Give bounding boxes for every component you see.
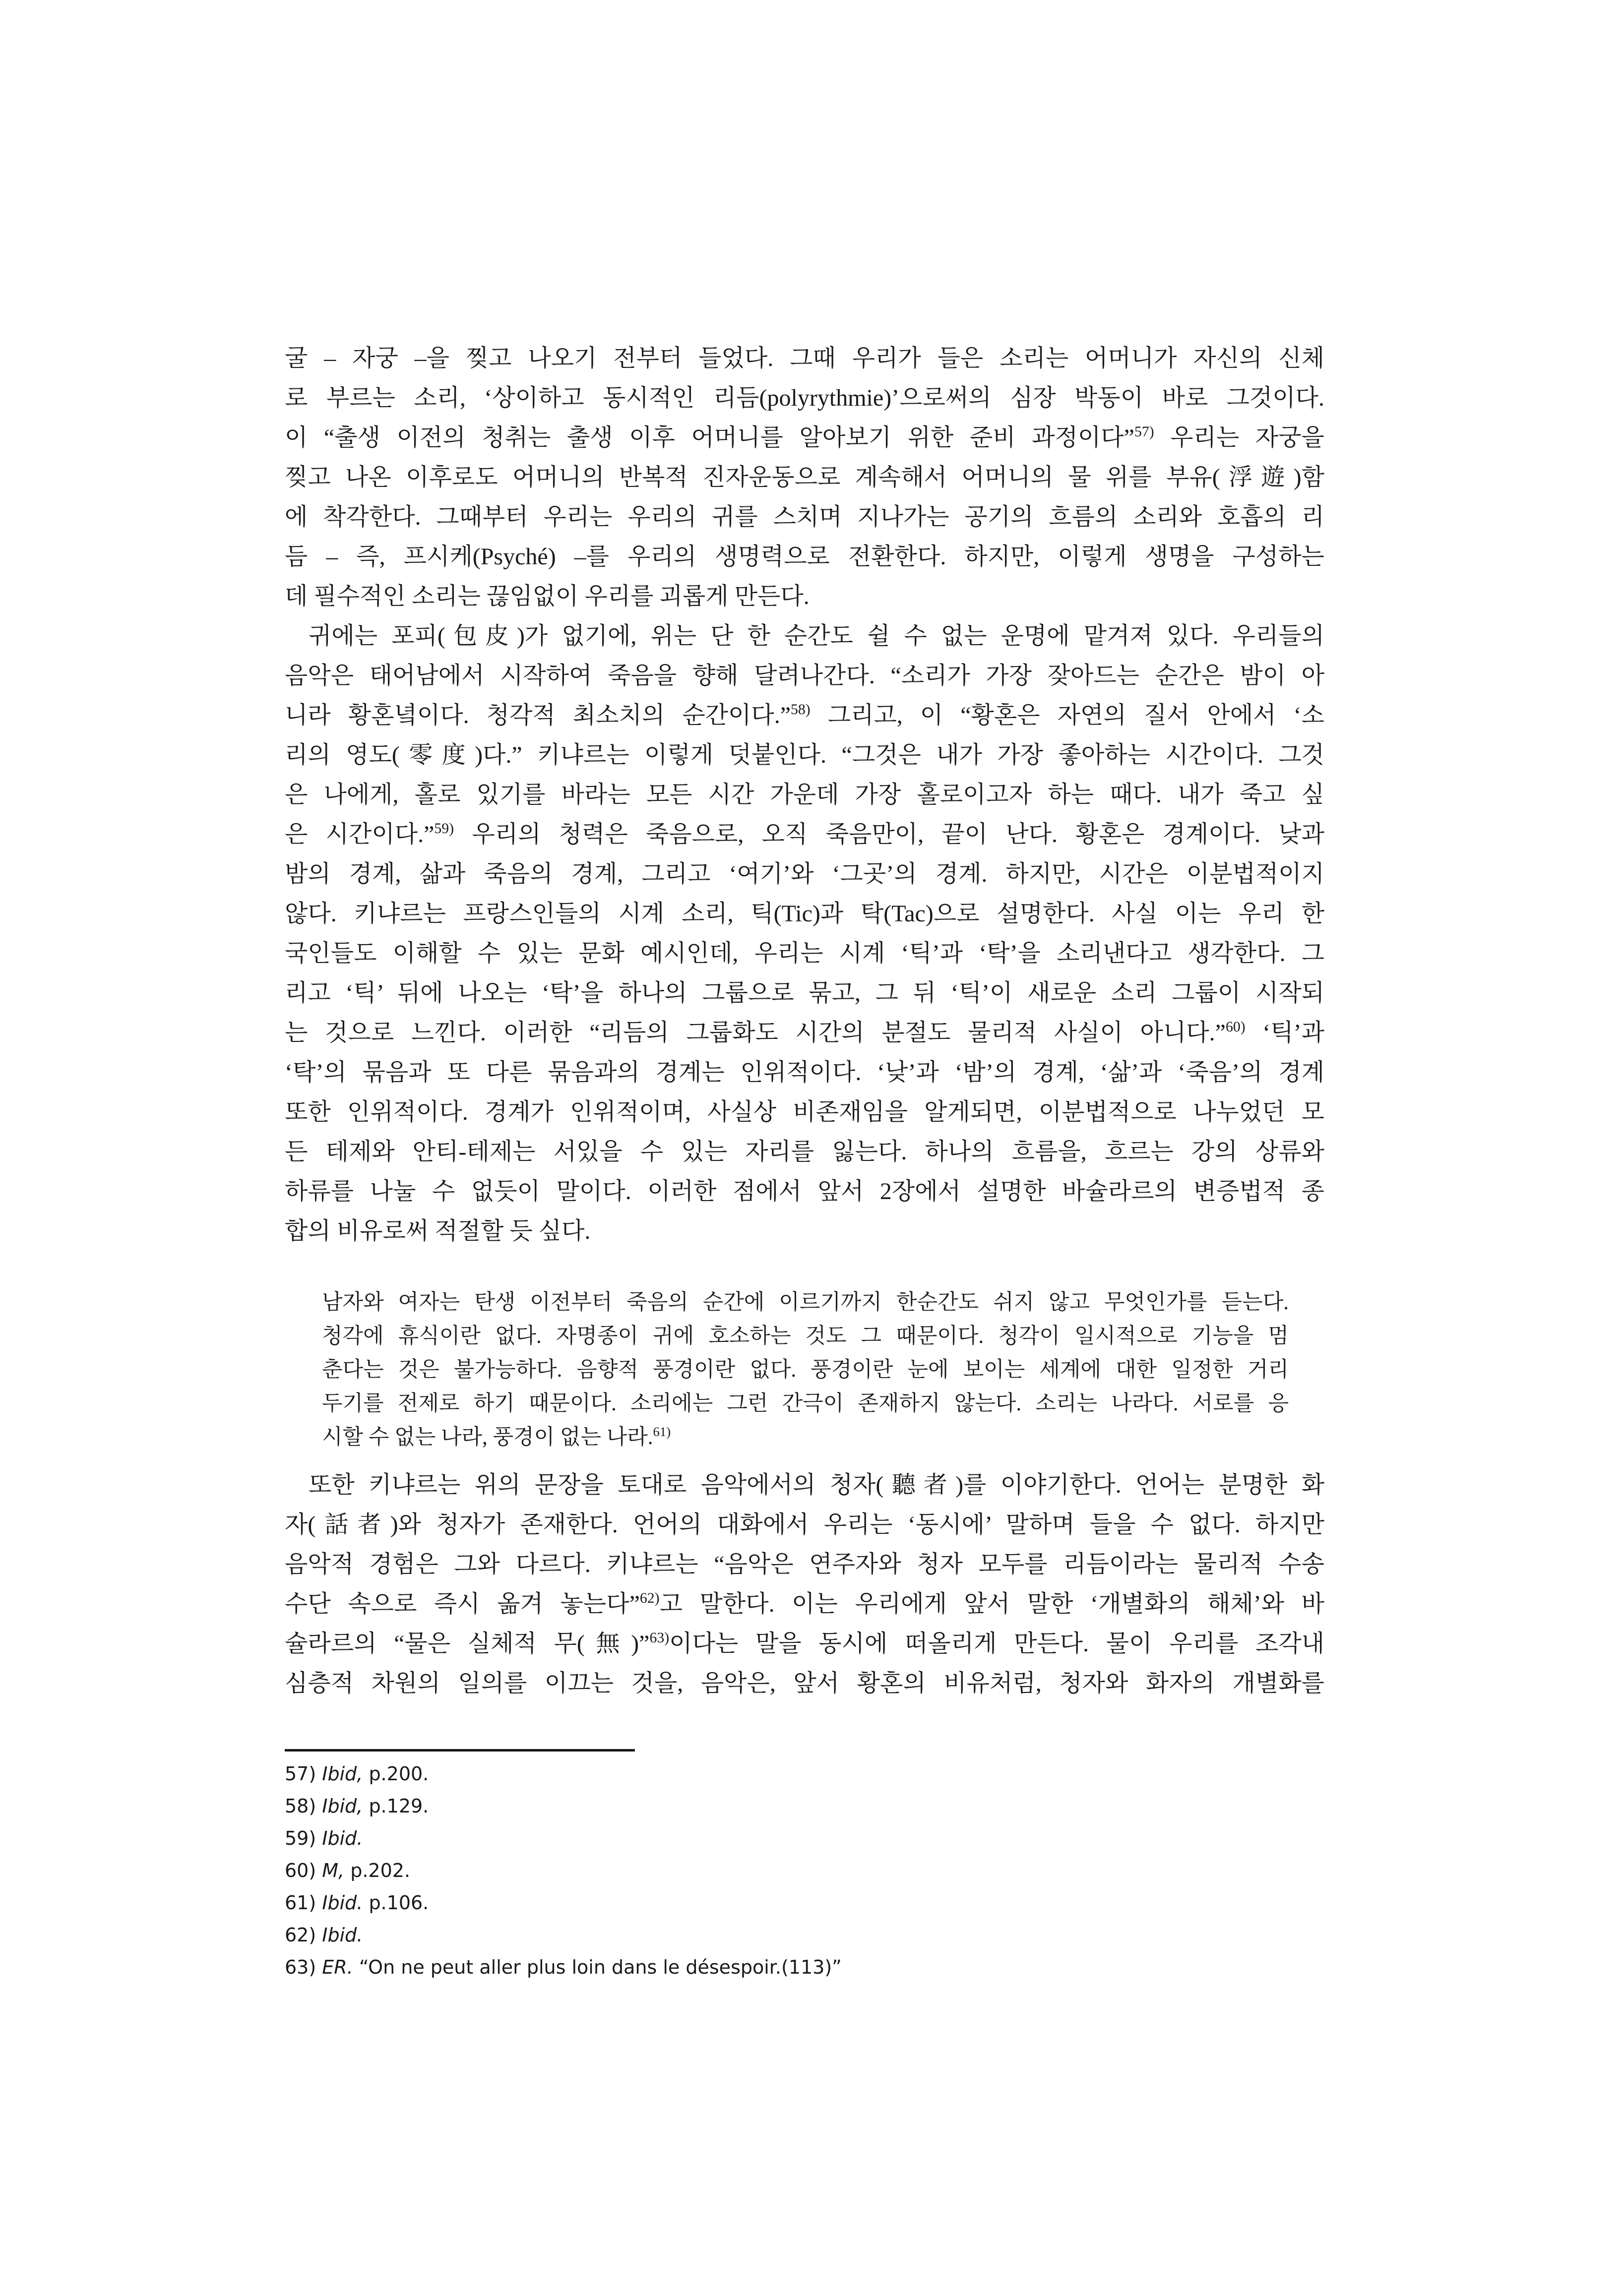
body-line xyxy=(285,1211,1324,1251)
body-line xyxy=(285,934,1324,973)
text-run: 든 테제와 안티-테제는 서있을 수 있는 자리를 잃는다. 하나의 흐름을, 흐르는 강의 상류와 xyxy=(285,1139,1324,1165)
text-run: 춘다는 것은 불가능하다. 음향적 풍경이란 없다. 풍경이란 눈에 보이는 세계에 대한 일정한 거리 xyxy=(322,1358,1289,1382)
body-line xyxy=(285,656,1324,696)
footnote-list xyxy=(285,1758,1324,1984)
quote-line xyxy=(322,1286,1289,1320)
footnote-ref: 58) xyxy=(791,701,811,718)
footnote-ref: 61) xyxy=(653,1424,671,1440)
body-line xyxy=(285,1132,1324,1172)
body-line xyxy=(285,735,1324,775)
body-line xyxy=(285,1465,1324,1505)
text-run: 하류를 나눌 수 없듯이 말이다. 이러한 점에서 앞서 2장에서 설명한 바슐라르의 변증법적 종 xyxy=(285,1178,1324,1205)
footnote-item xyxy=(285,1855,1324,1887)
quote-line xyxy=(322,1387,1289,1421)
body-line xyxy=(285,815,1324,854)
text-run: 음악은 태어남에서 시작하여 죽음을 향해 달려나간다. “소리가 가장 잦아드는 순간은 밤이 아 xyxy=(285,663,1324,689)
body-line xyxy=(285,1013,1324,1053)
text-run: 그리고, 이 “황혼은 자연의 질서 안에서 ‘소 xyxy=(810,702,1324,728)
body-line xyxy=(285,1584,1324,1624)
text-run: 에 착각한다. 그때부터 우리는 우리의 귀를 스치며 지나가는 공기의 흐름의 소리와 호흡의 리 xyxy=(285,504,1324,530)
text-run: 은 시간이다.” xyxy=(285,821,435,847)
footnote-item xyxy=(285,1919,1324,1951)
footnote-ref: 59) xyxy=(434,820,454,837)
text-run: 남자와 여자는 탄생 이전부터 죽음의 순간에 이르기까지 한순간도 쉬지 않고 무엇인가를 듣는다. xyxy=(322,1291,1289,1314)
text-run: 60) xyxy=(285,1860,322,1881)
text-run: 음악적 경험은 그와 다르다. 키냐르는 “음악은 연주자와 청자 모두를 리듬이라는 물리적 수송 xyxy=(285,1551,1324,1577)
footnote-ref: 62) xyxy=(639,1590,660,1607)
text-run: 63) xyxy=(285,1956,322,1978)
text-run: 니라 황혼녘이다. 청각적 최소치의 순간이다.” xyxy=(285,702,791,728)
text-run: 심층적 차원의 일의를 이끄는 것을, 음악은, 앞서 황혼의 비유처럼, 청자와 화자의 개별화를 xyxy=(285,1670,1324,1696)
text-run: 찢고 나온 이후로도 어머니의 반복적 진자운동으로 계속해서 어머니의 물 위를 부유(浮遊)함 xyxy=(285,464,1324,490)
body-line xyxy=(285,1545,1324,1584)
text-run: p.200. xyxy=(363,1763,429,1785)
body-line xyxy=(285,458,1324,497)
text-run: 62) xyxy=(285,1924,322,1946)
text-run: ‘틱’과 xyxy=(1245,1020,1324,1046)
text-run: 청각에 휴식이란 없다. 자명종이 귀에 호소하는 것도 그 때문이다. 청각이 일시적으로 기능을 멈 xyxy=(322,1325,1289,1348)
paragraph-2 xyxy=(285,616,1324,1251)
body-line xyxy=(285,775,1324,815)
text-run: p.202. xyxy=(344,1860,411,1881)
footnote-separator xyxy=(285,1749,635,1752)
italic-text: M, xyxy=(322,1860,345,1881)
body-line xyxy=(285,577,1324,616)
text-run: 굴 – 자궁 –을 찢고 나오기 전부터 들었다. 그때 우리가 들은 소리는 어머니가 자신의 신체 xyxy=(285,345,1324,371)
text-run: 않다. 키냐르는 프랑스인들의 시계 소리, 틱(Tic)과 탁(Tac)으로 설명한다. 사실 이는 우리 한 xyxy=(285,901,1324,927)
text-run: 슐라르의 “물은 실체적 무(無)” xyxy=(285,1631,650,1657)
footnote-ref: 63) xyxy=(649,1630,670,1646)
text-run: “On ne peut aller plus loin dans le désespoir.(113)” xyxy=(353,1956,842,1978)
body-line xyxy=(285,894,1324,934)
text-run: 데 필수적인 소리는 끊임없이 우리를 괴롭게 만든다. xyxy=(285,583,810,609)
footnote-item xyxy=(285,1790,1324,1822)
body-line xyxy=(285,1092,1324,1132)
body-line xyxy=(285,537,1324,577)
footnote-item xyxy=(285,1887,1324,1919)
text-run: 57) xyxy=(285,1763,322,1785)
italic-text: Ibid, xyxy=(322,1763,363,1785)
text-run: 수단 속으로 즉시 옮겨 놓는다” xyxy=(285,1591,640,1617)
footnote-ref: 57) xyxy=(1134,423,1154,440)
body-line xyxy=(285,1172,1324,1211)
body-line xyxy=(285,1664,1324,1703)
body-line xyxy=(285,378,1324,418)
italic-text: ER. xyxy=(322,1956,353,1978)
text-run: 이다는 말을 동시에 떠올리게 만든다. 물이 우리를 조각내 xyxy=(669,1631,1325,1657)
quote-line xyxy=(322,1353,1289,1387)
text-run: 이 “출생 이전의 청취는 출생 이후 어머니를 알아보기 위한 준비 과정이다” xyxy=(285,424,1134,451)
body-line xyxy=(285,418,1324,458)
italic-text: Ibid. xyxy=(322,1924,363,1946)
text-run: 시할 수 없는 나라, 풍경이 없는 나라. xyxy=(322,1426,653,1449)
body-line xyxy=(285,854,1324,894)
text-run: 58) xyxy=(285,1795,322,1817)
text-run: 우리의 청력은 죽음으로, 오직 죽음만이, 끝이 난다. 황혼은 경계이다. 낮과 xyxy=(454,821,1324,847)
body-line xyxy=(285,973,1324,1013)
quote-line xyxy=(322,1421,1289,1454)
body-line xyxy=(285,1624,1324,1664)
text-run: 자(話者)와 청자가 존재한다. 언어의 대화에서 우리는 ‘동시에’ 말하며 들을 수 없다. 하지만 xyxy=(285,1511,1324,1538)
text-run: 우리는 자궁을 xyxy=(1154,424,1324,451)
text-run: 61) xyxy=(285,1892,322,1914)
text-run: 는 것으로 느낀다. 이러한 “리듬의 그룹화도 시간의 분절도 물리적 사실이 아니다.” xyxy=(285,1020,1226,1046)
text-run: p.106. xyxy=(363,1892,429,1914)
text-run: 합의 비유로써 적절할 듯 싶다. xyxy=(285,1218,591,1244)
footnote-item xyxy=(285,1822,1324,1855)
paragraph-3 xyxy=(285,1465,1324,1703)
body-line xyxy=(285,616,1324,656)
text-run: 듬 – 즉, 프시케(Psyché) –를 우리의 생명력으로 전환한다. 하지만, 이렇게 생명을 구성하는 xyxy=(285,544,1324,570)
text-run: 은 나에게, 홀로 있기를 바라는 모든 시간 가운데 가장 홀로이고자 하는 때다. 내가 죽고 싶 xyxy=(285,782,1324,808)
footnote-item xyxy=(285,1951,1324,1984)
footnote-ref: 60) xyxy=(1225,1019,1246,1035)
text-run: 리고 ‘틱’ 뒤에 나오는 ‘탁’을 하나의 그룹으로 묶고, 그 뒤 ‘틱’이 새로운 소리 그룹이 시작되 xyxy=(285,980,1324,1006)
text-run: 59) xyxy=(285,1827,322,1849)
body-line xyxy=(285,339,1324,378)
text-run: p.129. xyxy=(363,1795,429,1817)
body-line xyxy=(285,1053,1324,1092)
body-line xyxy=(285,1505,1324,1545)
text-run: ‘탁’의 묶음과 또 다른 묶음과의 경계는 인위적이다. ‘낮’과 ‘밤’의 경계, ‘삶’과 ‘죽음’의 경계 xyxy=(285,1059,1324,1086)
text-run: 밤의 경계, 삶과 죽음의 경계, 그리고 ‘여기’와 ‘그곳’의 경계. 하지만, 시간은 이분법적이지 xyxy=(285,861,1324,887)
body-line xyxy=(285,696,1324,735)
footnote-item xyxy=(285,1758,1324,1790)
text-run: 리의 영도(零度)다.” 키냐르는 이렇게 덧붙인다. “그것은 내가 가장 좋아하는 시간이다. 그것 xyxy=(285,742,1324,768)
text-run: 국인들도 이해할 수 있는 문화 예시인데, 우리는 시계 ‘틱’과 ‘탁’을 소리낸다고 생각한다. 그 xyxy=(285,940,1324,967)
block-quote xyxy=(322,1286,1289,1454)
italic-text: Ibid, xyxy=(322,1795,363,1817)
text-run: 로 부르는 소리, ‘상이하고 동시적인 리듬(polyrythmie)’으로써의 심장 박동이 바로 그것이다. xyxy=(285,385,1324,411)
body-text xyxy=(285,339,1324,1984)
text-run: 두기를 전제로 하기 때문이다. 소리에는 그런 간극이 존재하지 않는다. 소리는 나라다. 서로를 응 xyxy=(322,1392,1289,1415)
text-run: 또한 인위적이다. 경계가 인위적이며, 사실상 비존재임을 알게되면, 이분법적으로 나누었던 모 xyxy=(285,1099,1324,1125)
italic-text: Ibid. xyxy=(322,1827,363,1849)
paragraph-1 xyxy=(285,339,1324,616)
text-run: 귀에는 포피(包皮)가 없기에, 위는 단 한 순간도 쉴 수 없는 운명에 맡겨져 있다. 우리들의 xyxy=(309,623,1324,649)
body-line xyxy=(285,497,1324,537)
italic-text: Ibid. xyxy=(322,1892,363,1914)
quote-line xyxy=(322,1320,1289,1353)
text-run: 또한 키냐르는 위의 문장을 토대로 음악에서의 청자(聽者)를 이야기한다. 언어는 분명한 화 xyxy=(309,1472,1324,1498)
text-run: 고 말한다. 이는 우리에게 앞서 말한 ‘개별화의 해체’와 바 xyxy=(659,1591,1324,1617)
